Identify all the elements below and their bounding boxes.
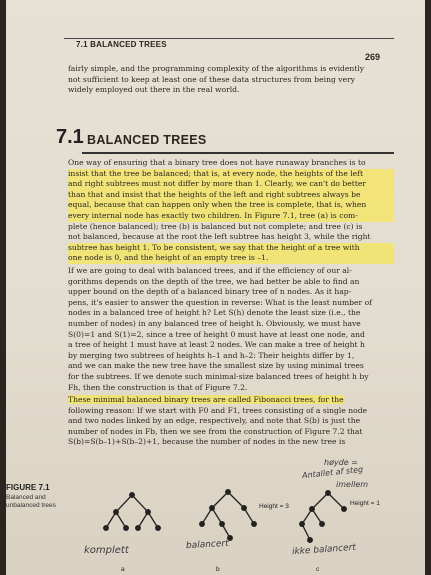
handwritten-note-b: balancert	[185, 538, 229, 552]
figure-label: FIGURE 7.1	[6, 483, 50, 492]
subfigure-label-a: a	[121, 566, 125, 573]
intro-line: fairly simple, and the programming complexity of the algorithms is evidently	[68, 64, 365, 73]
para1-line: One way of ensuring that a binary tree does not have runaway branches is to	[68, 158, 366, 167]
para3-line: S(b)=S(b–1)+S(b–2)+1, because the number of nodes in the new tree is	[68, 437, 346, 447]
para2-line: by merging two subtrees of heights h–1 and h–2: Their heights differ by 1,	[68, 350, 355, 360]
para2-line: upper bound on the depth of a balanced binary tree of n nodes. As it hap-	[68, 287, 352, 297]
book-page	[6, 0, 425, 575]
running-head: 7.1 BALANCED TREES	[76, 40, 167, 49]
para3-line: following reason: If we start with F0 and F1, trees consisting of a single node	[68, 405, 368, 415]
height-label-left: Height = 3	[259, 503, 289, 510]
intro-line: not sufficient to keep at least one of these data structures from being very	[68, 74, 355, 84]
page-number: 269	[365, 52, 381, 62]
height-label-right: Height = 1	[350, 500, 380, 507]
para2-line: pens, it's easier to answer the question in reverse: What is the least number of	[68, 297, 372, 307]
para3-highlight: These minimal balanced binary trees are called Fibonacci trees, for the	[68, 395, 344, 404]
para1-line-highlighted: insist that the tree be balanced; that is, at every node, the heights of the left	[68, 169, 394, 180]
handwritten-note-c: ikke balancert	[291, 542, 357, 558]
section-title: BALANCED TREES	[87, 133, 207, 147]
para2-line: S(0)=1 and S(1)=2, since a tree of height 0 must have at least one node, and	[68, 329, 365, 339]
para1-line-highlighted: subtree has height 1. To be consistent, we say that the height of a tree with	[68, 243, 394, 254]
figure-caption: Balanced and unbalanced trees	[6, 494, 56, 509]
subfigure-label-b: b	[216, 566, 220, 573]
para1-line-highlighted: than that and insist that the heights of the left and right subtrees always be	[68, 190, 394, 201]
para3-line: number of nodes in Fb, then we see from the construction of Figure 7.2 that	[68, 426, 363, 436]
tree-a	[104, 493, 161, 531]
para1-line: not balanced, because at the root the left subtree has height 3, while the right	[68, 232, 371, 242]
para1-line-highlighted: equal, because that can happen only when the tree is complete, that is, when	[68, 200, 394, 211]
para2-line: Fh, then the construction is that of Figure 7.2.	[68, 382, 248, 392]
handwritten-note-a: komplett	[84, 545, 129, 556]
para2-line: nodes in a balanced tree of height h? Let S(h) denote the least size (i.e., the	[68, 308, 361, 318]
subfigure-label-c: c	[316, 566, 320, 573]
para1-line-highlighted: and right subtrees must not differ by more than 1. Clearly, we can't do better	[68, 179, 394, 190]
para3-line: and two nodes linked by an edge, respectively, and note that S(b) is just the	[68, 416, 361, 426]
para2-line: for the subtrees. If we denote such minimal-size balanced trees of height h by	[68, 371, 369, 381]
handwritten-note-steps: Antallet af steg	[301, 464, 364, 481]
tree-c	[300, 491, 347, 543]
para2-line: a tree of height 1 must have at least 2 nodes. We can make a tree of height h	[68, 340, 365, 350]
tree-b	[200, 490, 257, 541]
para2-line: gorithms depends on the depth of the tree, we had better be able to find an	[68, 276, 360, 286]
para1-line-highlighted: every internal node has exactly two children. In Figure 7.1, tree (a) is com-	[68, 211, 394, 222]
intro-line: widely employed out there in the real world.	[68, 85, 240, 95]
para2-line: number of nodes) in any balanced tree of height h. Obviously, we must have	[68, 318, 361, 328]
para2-line: and we can make the new tree have the smallest size by using minimal trees	[68, 361, 364, 371]
para1-line-highlighted: one node is 0, and the height of an empty tree is –1.	[68, 253, 394, 264]
para2-line: If we are going to deal with balanced trees, and if the efficiency of our al-	[68, 266, 352, 275]
handwritten-note-height: høyde =	[324, 458, 358, 467]
para1-line: plete (hence balanced); tree (b) is balanced but not complete; and tree (c) is	[68, 221, 363, 231]
handwritten-note-between: imellem	[336, 480, 369, 489]
section-number: 7.1	[56, 126, 84, 148]
